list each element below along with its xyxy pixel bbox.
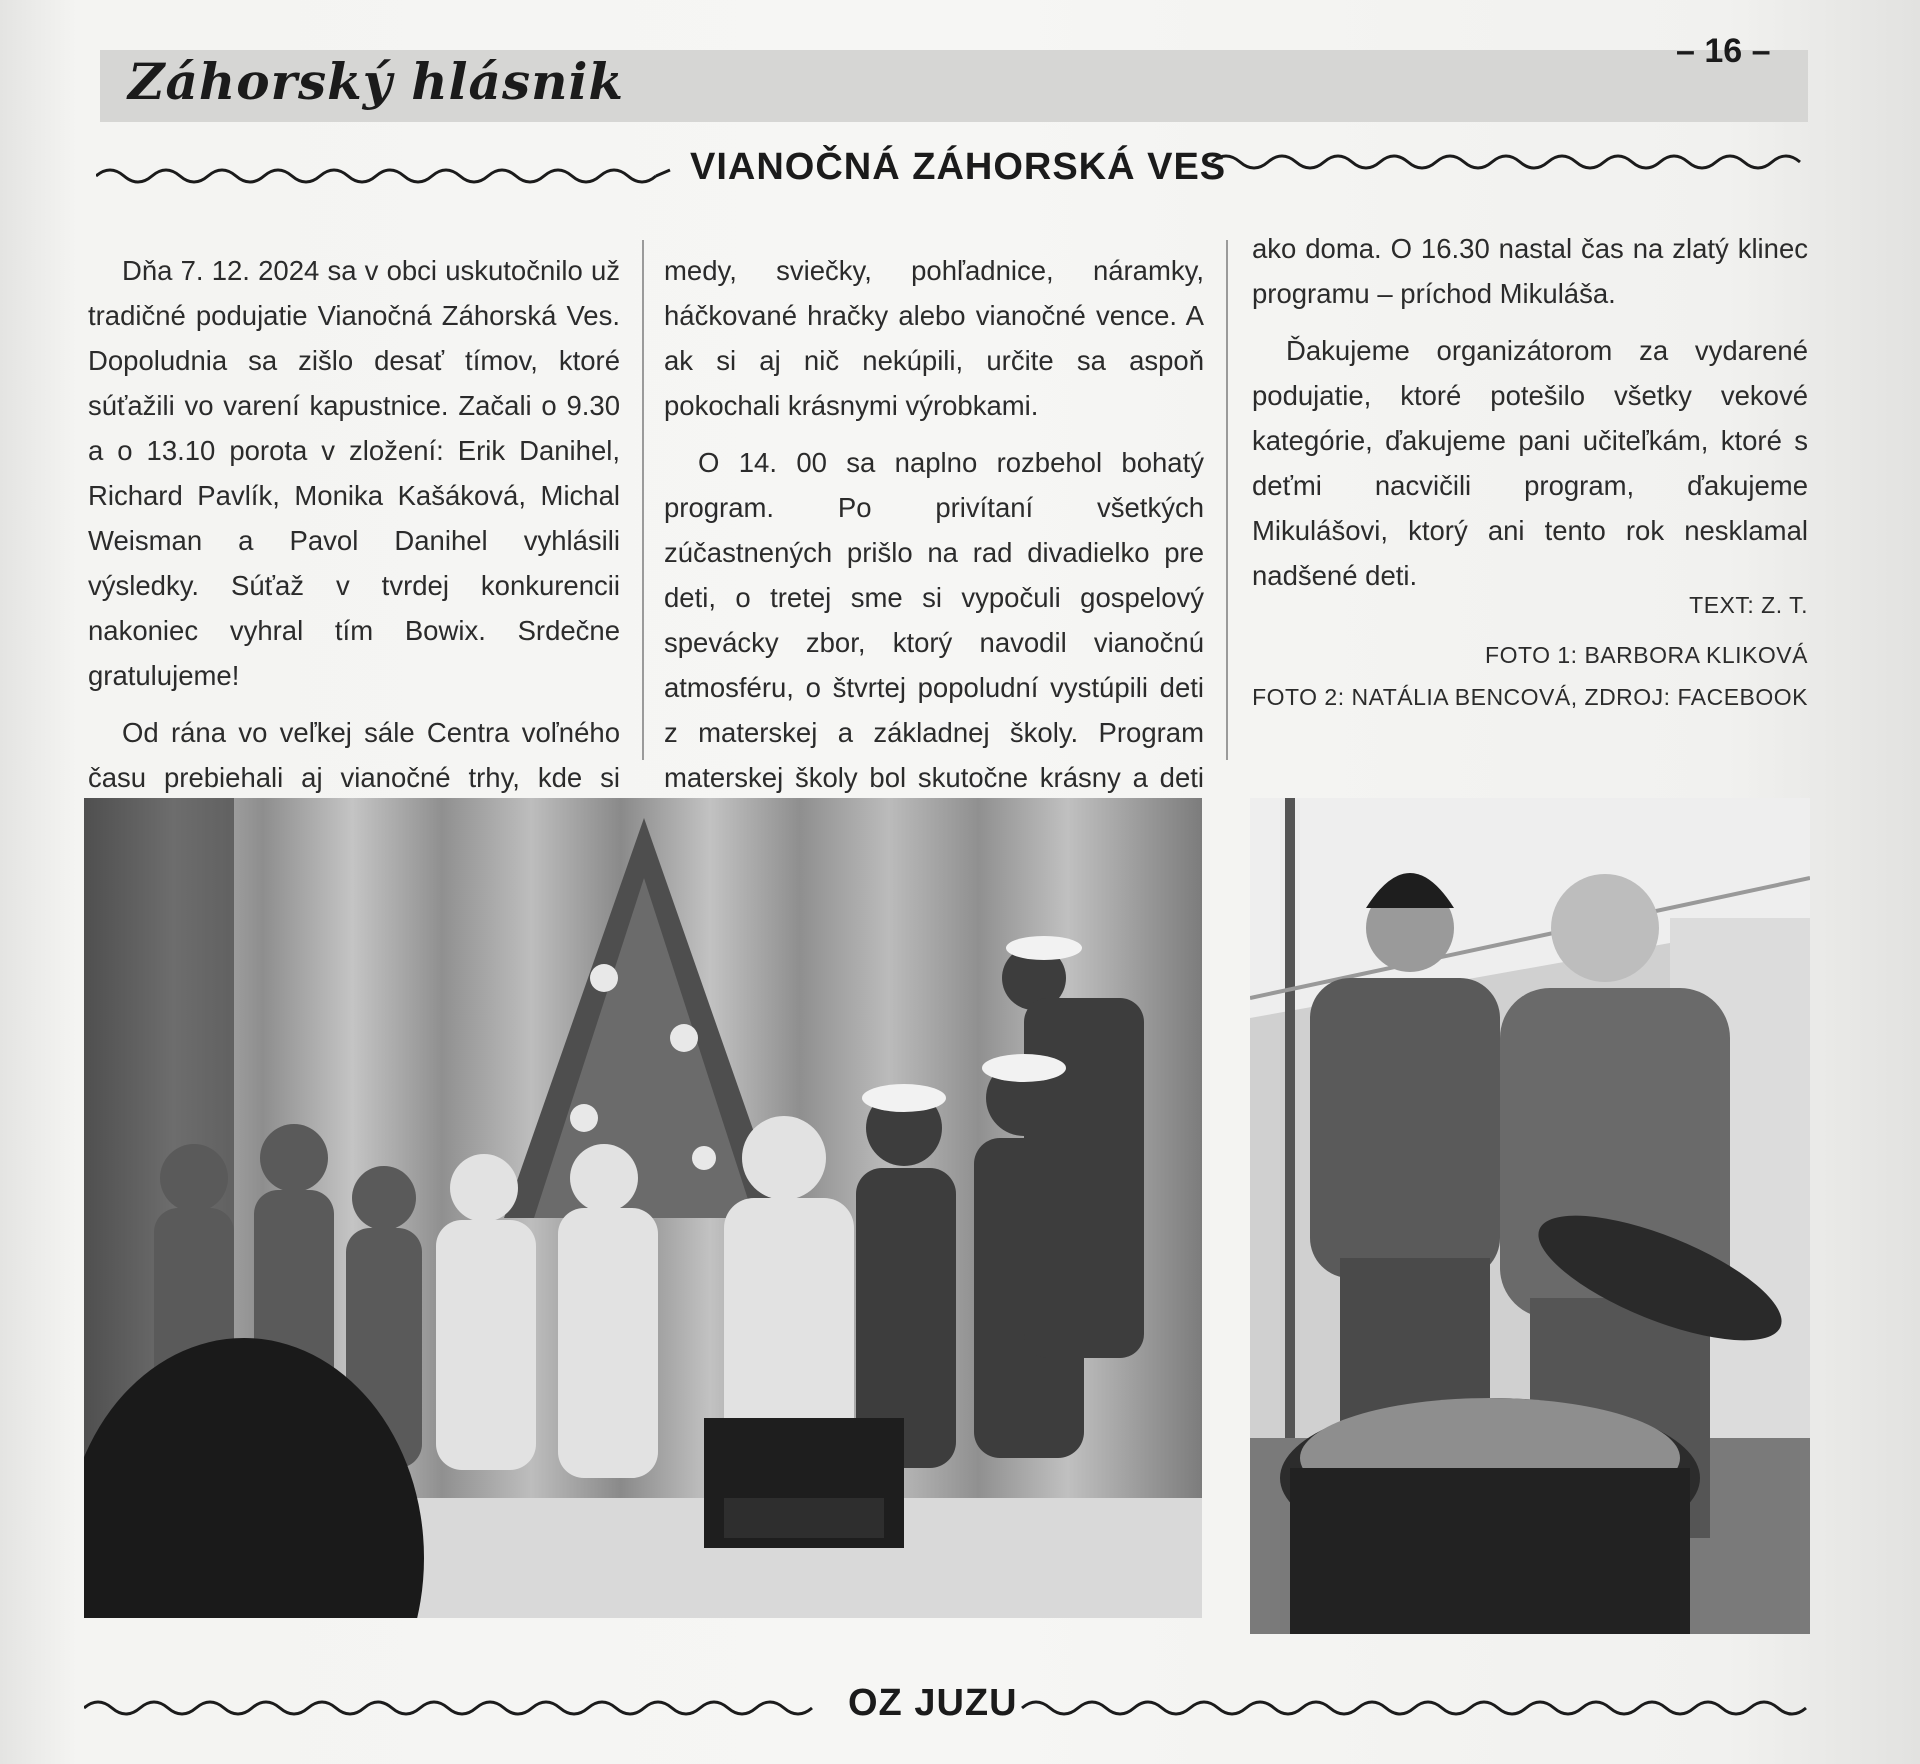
column-divider-1 [642, 240, 644, 760]
article-title: VIANOČNÁ ZÁHORSKÁ VES [690, 146, 1227, 188]
two-men-cooking-kettle-photo-icon [1250, 798, 1810, 1634]
credit-text: TEXT: Z. T. [1689, 592, 1808, 618]
wavy-rule-bottom-left [84, 1690, 820, 1724]
column-divider-2 [1226, 240, 1228, 760]
credit-foto-1: FOTO 1: BARBORA KLIKOVÁ [1485, 642, 1808, 668]
col3-paragraph-2: Ďakujeme organizátorom za vydarené podujatie, ktoré potešilo všetky vekové kategórie, ďakujeme pani učiteľkám, ktoré s deťmi nacvičili program, ďakujeme Mikulášovi, ktorý ani tento rok nesklamal nadšené deti. [1252, 335, 1808, 591]
col3-paragraph-1: ako doma. O 16.30 nastal čas na zlatý klinec programu – príchod Mikuláša. [1252, 233, 1808, 309]
masthead-title: Záhorský hlásnik [128, 52, 625, 111]
photo-stage-children [84, 798, 1202, 1618]
page-number: – 16 – [1676, 32, 1771, 70]
photo-two-men-cooking [1250, 798, 1810, 1634]
article-column-2 [664, 248, 1204, 845]
stage-children-christmas-photo-icon [84, 798, 1202, 1618]
wavy-rule-left [96, 158, 676, 192]
article-column-1 [88, 248, 620, 845]
wavy-rule-right [1206, 144, 1810, 178]
col1-paragraph-2: Od rána vo veľkej sále Centra voľného času prebiehali aj vianočné trhy, kde si [88, 717, 620, 793]
col2-paragraph-2: O 14. 00 sa naplno rozbehol bohatý program. Po privítaní všetkých zúčastnených prišlo na rad divadielko pre deti, o tretej sme si vypočuli gospelový spevácky zbor, ktorý navodil vianočnú atmosféru, o štvrtej popoludní vystúpili deti z materskej a základnej školy. Program materskej školy bol skutočne krásny a deti [664, 447, 1204, 793]
col1-paragraph-1: Dňa 7. 12. 2024 sa v obci uskutočnilo už tradičné podujatie Vianočná Záhorská Ves. Dopoludnia sa zišlo desať tímov, ktoré súťažili vo varení kapustnice. Začali o 9.30 a o 13.10 porota v zložení: Erik Danihel, Richard Pavlík, Monika Kašáková, Michal Weisman a Pavol Danihel vyhlásili výsledky. Súťaž v tvrdej konkurencii nakoniec vyhral tím Bowix. Srdečne gratulujeme! [88, 255, 620, 691]
next-section-title: OZ JUZU [848, 1682, 1018, 1724]
wavy-rule-bottom-right [1016, 1690, 1810, 1724]
credit-foto-2: FOTO 2: NATÁLIA BENCOVÁ, ZDROJ: FACEBOOK [1252, 684, 1808, 710]
article-column-3 [1252, 226, 1808, 598]
col2-paragraph-1: medy, sviečky, pohľadnice, náramky, háčkované hračky alebo vianočné vence. A ak si aj nič nekúpili, určite sa aspoň pokochali krásnymi výrobkami. [664, 255, 1204, 421]
